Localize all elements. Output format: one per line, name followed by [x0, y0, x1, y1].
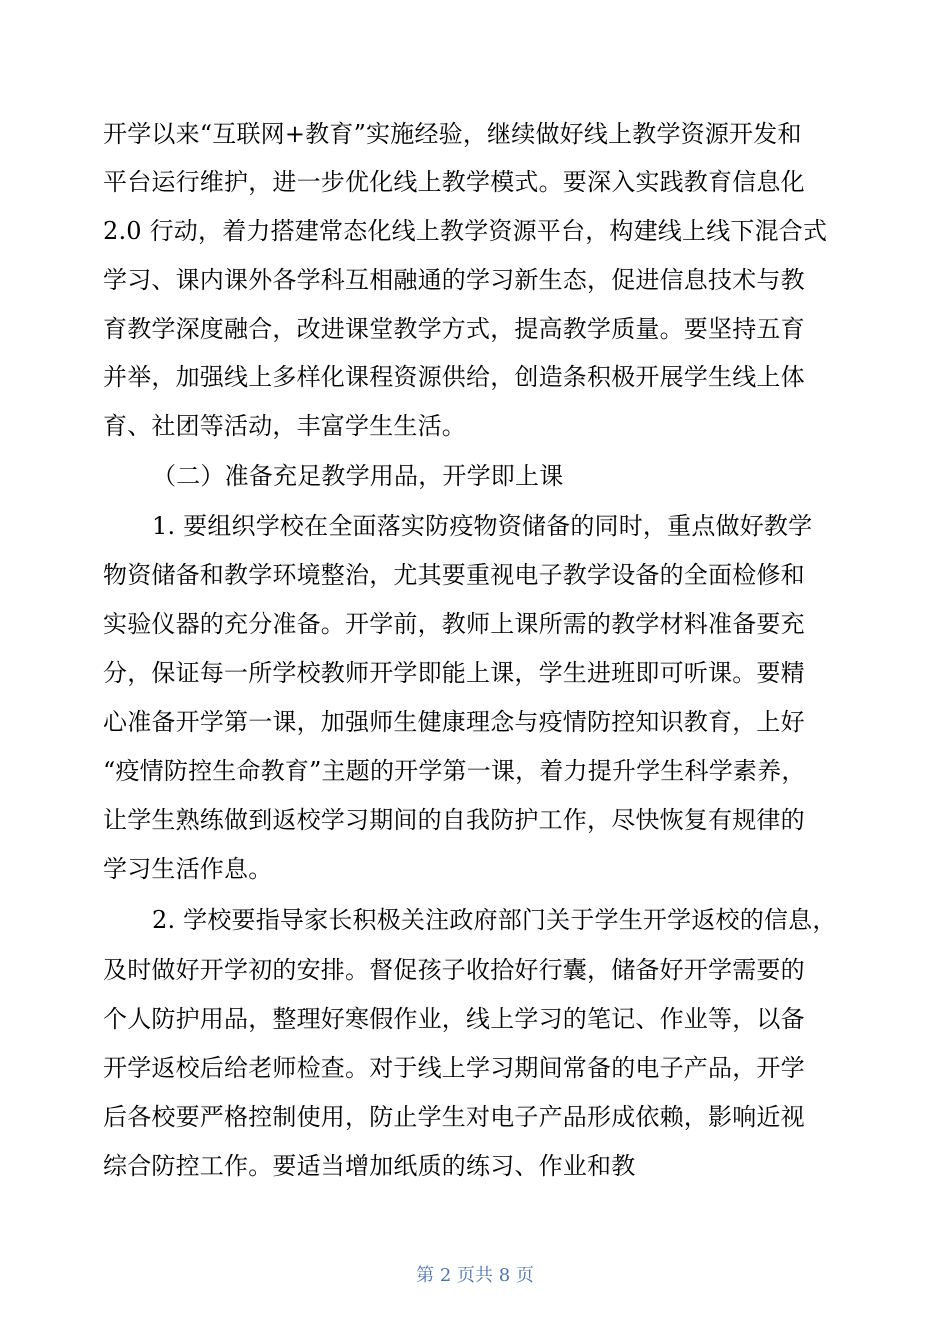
list-item-line: 开学返校后给老师检查。对于线上学习期间常备的电子产品，开学 — [103, 1054, 805, 1082]
list-item-line: 个人防护用品，整理好寒假作业，线上学习的笔记、作业等，以备 — [103, 1005, 805, 1033]
list-item-line: 后各校要严格控制使用，防止学生对电子产品形成依赖，影响近视 — [103, 1103, 805, 1131]
list-item-line: “疫情防控生命教育”主题的开学第一课，着力提升学生科学素养， — [103, 757, 806, 785]
list-item-line: 物资储备和教学环境整治，尤其要重视电子教学设备的全面检修和 — [103, 561, 805, 589]
paragraph-line: 并举，加强线上多样化课程资源供给，创造条积极开展学生线上体 — [103, 363, 805, 391]
list-item-line: 及时做好开学初的安排。督促孩子收拾好行囊，储备好开学需要的 — [103, 956, 805, 984]
paragraph-line: 2.0 行动，着力搭建常态化线上教学资源平台，构建线上线下混合式 — [103, 217, 828, 245]
list-item-line: 1. 要组织学校在全面落实防疫物资储备的同时，重点做好教学 — [152, 512, 813, 540]
page-number-footer: 第 2 页共 8 页 — [416, 1265, 534, 1286]
paragraph-line: 学习、课内课外各学科互相融通的学习新生态，促进信息技术与教 — [103, 266, 805, 294]
section-heading: （二）准备充足教学用品，开学即上课 — [152, 462, 564, 490]
list-item-line: 学习生活作息。 — [103, 855, 273, 883]
list-item-line: 综合防控工作。要适当增加纸质的练习、作业和教 — [103, 1152, 636, 1180]
paragraph-line: 开学以来“互联网+教育”实施经验，继续做好线上教学资源开发和 — [103, 120, 802, 148]
paragraph-line: 平台运行维护，进一步优化线上教学模式。要深入实践教育信息化 — [103, 168, 805, 196]
list-item-line: 2. 学校要指导家长积极关注政府部门关于学生开学返校的信息， — [152, 906, 837, 934]
paragraph-line: 育教学深度融合，改进课堂教学方式，提高教学质量。要坚持五育 — [103, 315, 805, 343]
list-item-line: 实验仪器的充分准备。开学前，教师上课所需的教学材料准备要充 — [103, 610, 805, 638]
paragraph-line: 育、社团等活动，丰富学生生活。 — [103, 412, 466, 440]
list-item-line: 心准备开学第一课，加强师生健康理念与疫情防控知识教育，上好 — [103, 708, 805, 736]
list-item-line: 分，保证每一所学校教师开学即能上课，学生进班即可听课。要精 — [103, 659, 805, 687]
list-item-line: 让学生熟练做到返校学习期间的自我防护工作，尽快恢复有规律的 — [103, 806, 805, 834]
